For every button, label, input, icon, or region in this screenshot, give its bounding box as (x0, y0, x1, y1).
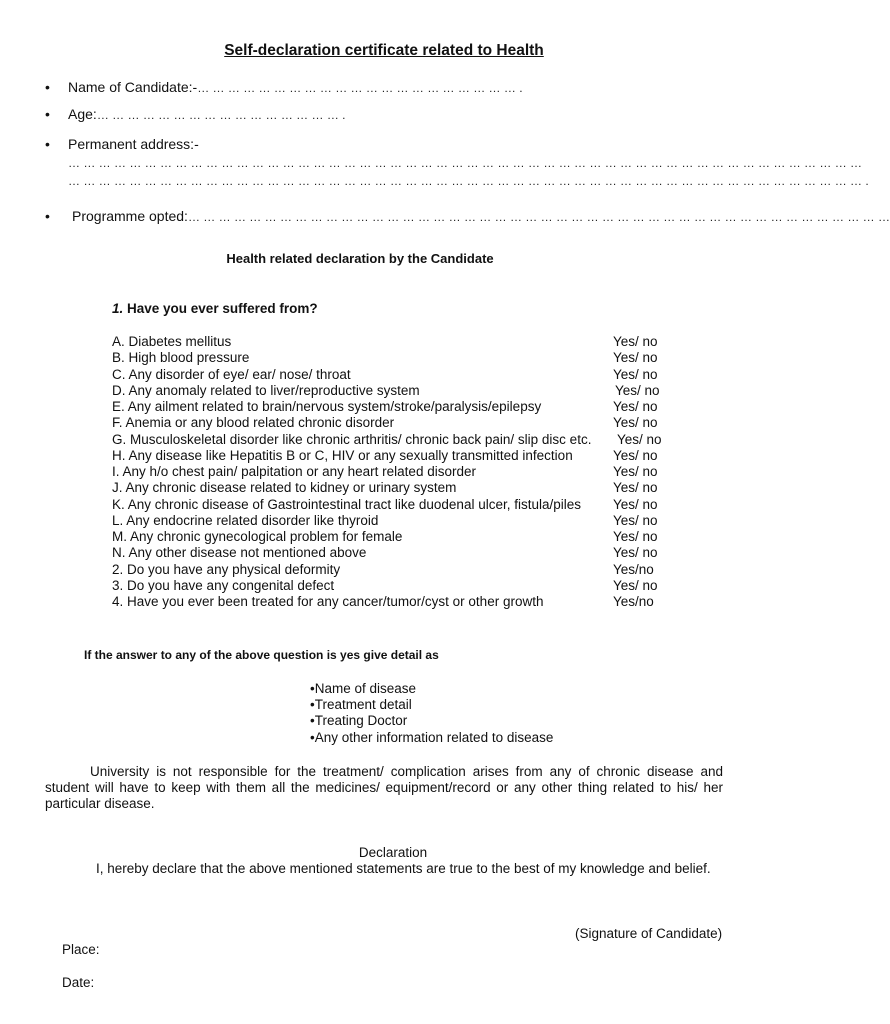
question-item-answer: Yes/ no (613, 334, 658, 349)
question-item-answer: Yes/ no (613, 415, 658, 431)
question-1 (112, 301, 318, 316)
signature-label: (Signature of Candidate) (575, 926, 723, 941)
question-item-answer: Yes/ no (613, 447, 658, 463)
responsibility-paragraph: University is not responsible for the treatment/ complication arises from any of chronic disease and student will have to keep with them all the medicines/ equipment/record or any other thing related to his/ her particular disease. (45, 764, 723, 811)
age-label: Age: (68, 106, 97, 122)
detail-item: •Treating Doctor (310, 713, 408, 728)
bullet-mark: • (45, 208, 50, 224)
question-item-answer: Yes/no (613, 594, 654, 609)
detail-item: •Any other information related to disease (310, 730, 554, 745)
question-item-text: I. Any h/o chest pain/ palpitation or any heart related disorder (112, 464, 476, 479)
question-item-answer: Yes/ no (617, 431, 662, 447)
age-field (68, 106, 346, 122)
question-item-text: E. Any ailment related to brain/nervous system/stroke/paralysis/epilepsy (112, 399, 542, 414)
question-item-answer: Yes/ no (615, 382, 660, 398)
question-item-text: D. Any anomaly related to liver/reproductive system (112, 382, 420, 398)
detail-item: •Treatment detail (310, 697, 412, 712)
question-item-text: A. Diabetes mellitus (112, 334, 232, 349)
question-item-text: H. Any disease like Hepatitis B or C, HIV or any sexually transmitted infection (112, 447, 573, 463)
question-item-text: C. Any disorder of eye/ ear/ nose/ throat (112, 366, 351, 382)
question-item-answer: Yes/ no (613, 366, 658, 382)
question-item-answer: Yes/ no (613, 496, 658, 512)
name-field (68, 79, 523, 95)
address-dots-line-1: … … … … … … … … … … … … … … … … … … … … … … … … … … … … … … … … … … … … … … … … … … … … … … … … … … … … (68, 156, 863, 170)
declaration-text: I, hereby declare that the above mentioned statements are true to the best of my knowledge and belief. (96, 861, 711, 876)
question-item-answer: Yes/ no (613, 399, 658, 414)
question-item-text: 3. Do you have any congenital defect (112, 577, 335, 593)
programme-label: Programme opted: (72, 208, 188, 224)
question-item-answer: Yes/ no (613, 480, 658, 496)
bullet-mark: • (45, 106, 50, 122)
question-item-answer: Yes/ no (613, 350, 658, 366)
programme-field (72, 208, 890, 224)
detail-note: If the answer to any of the above question is yes give detail as (84, 648, 439, 662)
age-dots: … … … … … … … … … … … … … … … … . (96, 108, 346, 122)
programme-dots: … … … … … … … … … … … … … … … … … … … … … … … … … … … … … … … … … … … … … … … … … … … … … … (187, 210, 890, 224)
address-dots-line-2: … … … … … … … … … … … … … … … … … … … … … … … … … … … … … … … … … … … … … … … … … … … … … … … … … … … … . (68, 174, 869, 188)
name-label: Name of Candidate:- (68, 79, 198, 95)
question-item-answer: Yes/no (613, 561, 654, 577)
declaration-heading: Declaration (358, 845, 428, 860)
question-item-text: F. Anemia or any blood related chronic disorder (112, 415, 395, 431)
question-item-text: M. Any chronic gynecological problem for female (112, 529, 403, 544)
bullet-mark: • (45, 136, 50, 152)
place-label: Place: (62, 942, 100, 957)
document-title: Self-declaration certificate related to Health (224, 42, 544, 59)
question-item-answer: Yes/ no (613, 545, 658, 561)
question-item-text: J. Any chronic disease related to kidney or urinary system (112, 480, 457, 496)
question-item-text: B. High blood pressure (112, 350, 250, 366)
question-item-text: L. Any endocrine related disorder like thyroid (112, 512, 379, 528)
detail-item: •Name of disease (310, 681, 417, 696)
question-item-text: G. Musculoskeletal disorder like chronic arthritis/ chronic back pain/ slip disc etc. (112, 431, 592, 447)
bullet-mark: • (45, 79, 50, 95)
question-1-text: Have you ever suffered from? (123, 301, 318, 316)
address-label: Permanent address:- (68, 136, 199, 152)
question-item-text: 4. Have you ever been treated for any cancer/tumor/cyst or other growth (112, 594, 544, 609)
question-item-answer: Yes/ no (613, 529, 658, 544)
health-heading: Health related declaration by the Candidate (226, 251, 494, 266)
question-item-answer: Yes/ no (613, 464, 658, 479)
question-1-number: 1. (112, 301, 124, 316)
question-item-text: 2. Do you have any physical deformity (112, 561, 341, 577)
question-item-answer: Yes/ no (613, 577, 658, 593)
question-item-text: N. Any other disease not mentioned above (112, 545, 367, 561)
question-item-answer: Yes/ no (613, 512, 658, 528)
name-dots: … … … … … … … … … … … … … … … … … … … … … . (197, 81, 523, 95)
date-label: Date: (62, 975, 95, 990)
question-item-text: K. Any chronic disease of Gastrointestinal tract like duodenal ulcer, fistula/piles (112, 496, 581, 512)
